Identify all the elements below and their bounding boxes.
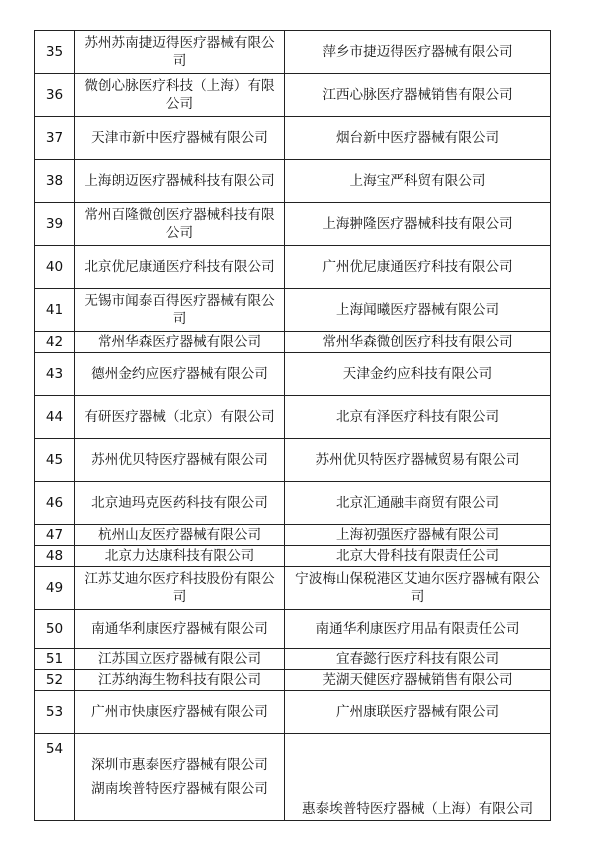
row-number: 38 [35,160,75,203]
primary-company: 常州百隆微创医疗器械科技有限公司 [75,203,285,246]
table-row [35,160,551,203]
related-company: 烟台新中医疗器械有限公司 [285,117,551,160]
related-company: 上海宝严科贸有限公司 [285,160,551,203]
row-number: 37 [35,117,75,160]
primary-company: 深圳市惠泰医疗器械有限公司 [91,757,268,773]
row-number: 47 [35,525,75,546]
related-company: 宁波梅山保税港区艾迪尔医疗器械有限公司 [285,567,551,610]
primary-company-group [75,734,285,821]
row-number: 51 [35,649,75,670]
related-company: 上海闻曦医疗器械有限公司 [285,289,551,332]
row-number: 41 [35,289,75,332]
related-company: 上海翀隆医疗器械科技有限公司 [285,203,551,246]
primary-company: 苏州优贝特医疗器械有限公司 [75,439,285,482]
company-table [34,30,551,821]
row-number: 45 [35,439,75,482]
primary-company: 广州市快康医疗器械有限公司 [75,691,285,734]
primary-company: 德州金约应医疗器械有限公司 [75,353,285,396]
related-company: 宜春懿行医疗科技有限公司 [285,649,551,670]
table-row [35,567,551,610]
related-company: 北京大骨科技有限责任公司 [285,546,551,567]
table-row [35,353,551,396]
related-company: 苏州优贝特医疗器械贸易有限公司 [285,439,551,482]
table-row [35,74,551,117]
related-company: 芜湖天健医疗器械销售有限公司 [285,670,551,691]
primary-company: 江苏艾迪尔医疗科技股份有限公司 [75,567,285,610]
table-row [35,396,551,439]
related-company: 北京汇通融丰商贸有限公司 [285,482,551,525]
primary-company: 杭州山友医疗器械有限公司 [75,525,285,546]
company-table-body [35,31,551,821]
row-number: 36 [35,74,75,117]
row-number: 48 [35,546,75,567]
table-row [35,546,551,567]
table-row [35,482,551,525]
related-company: 江西心脉医疗器械销售有限公司 [285,74,551,117]
related-company: 广州康联医疗器械有限公司 [285,691,551,734]
row-number: 53 [35,691,75,734]
row-number: 46 [35,482,75,525]
row-number: 50 [35,610,75,649]
primary-company: 上海朗迈医疗器械科技有限公司 [75,160,285,203]
table-row [35,117,551,160]
table-row [35,246,551,289]
primary-company: 无锡市闻泰百得医疗器械有限公司 [75,289,285,332]
table-row [35,670,551,691]
table-row [35,332,551,353]
row-number: 42 [35,332,75,353]
row-number: 35 [35,31,75,74]
primary-company: 江苏纳海生物科技有限公司 [75,670,285,691]
table-row [35,203,551,246]
table-row [35,289,551,332]
primary-company: 北京优尼康通医疗科技有限公司 [75,246,285,289]
primary-company: 天津市新中医疗器械有限公司 [75,117,285,160]
primary-company: 北京迪玛克医药科技有限公司 [75,482,285,525]
table-row [35,439,551,482]
related-company: 上海初强医疗器械有限公司 [285,525,551,546]
row-number: 43 [35,353,75,396]
row-number: 54 [35,734,75,821]
related-company: 常州华森微创医疗科技有限公司 [285,332,551,353]
primary-company: 江苏国立医疗器械有限公司 [75,649,285,670]
primary-company: 有研医疗器械（北京）有限公司 [75,396,285,439]
table-row [35,525,551,546]
primary-company: 微创心脉医疗科技（上海）有限公司 [75,74,285,117]
related-company: 天津金约应科技有限公司 [285,353,551,396]
table-row [35,734,551,821]
related-company: 萍乡市捷迈得医疗器械有限公司 [285,31,551,74]
related-company: 南通华利康医疗用品有限责任公司 [285,610,551,649]
table-row [35,31,551,74]
table-row [35,691,551,734]
related-company: 广州优尼康通医疗科技有限公司 [285,246,551,289]
related-company: 北京有泽医疗科技有限公司 [285,396,551,439]
primary-company: 常州华森医疗器械有限公司 [75,332,285,353]
row-number: 40 [35,246,75,289]
row-number: 49 [35,567,75,610]
company-table-wrapper [34,30,551,821]
row-number: 39 [35,203,75,246]
primary-company: 南通华利康医疗器械有限公司 [75,610,285,649]
row-number: 52 [35,670,75,691]
related-company: 惠泰埃普特医疗器械（上海）有限公司 [285,734,551,821]
primary-company: 苏州苏南捷迈得医疗器械有限公司 [75,31,285,74]
primary-company: 北京力达康科技有限公司 [75,546,285,567]
primary-company: 湖南埃普特医疗器械有限公司 [91,781,268,797]
table-row [35,610,551,649]
row-number: 44 [35,396,75,439]
table-row [35,649,551,670]
